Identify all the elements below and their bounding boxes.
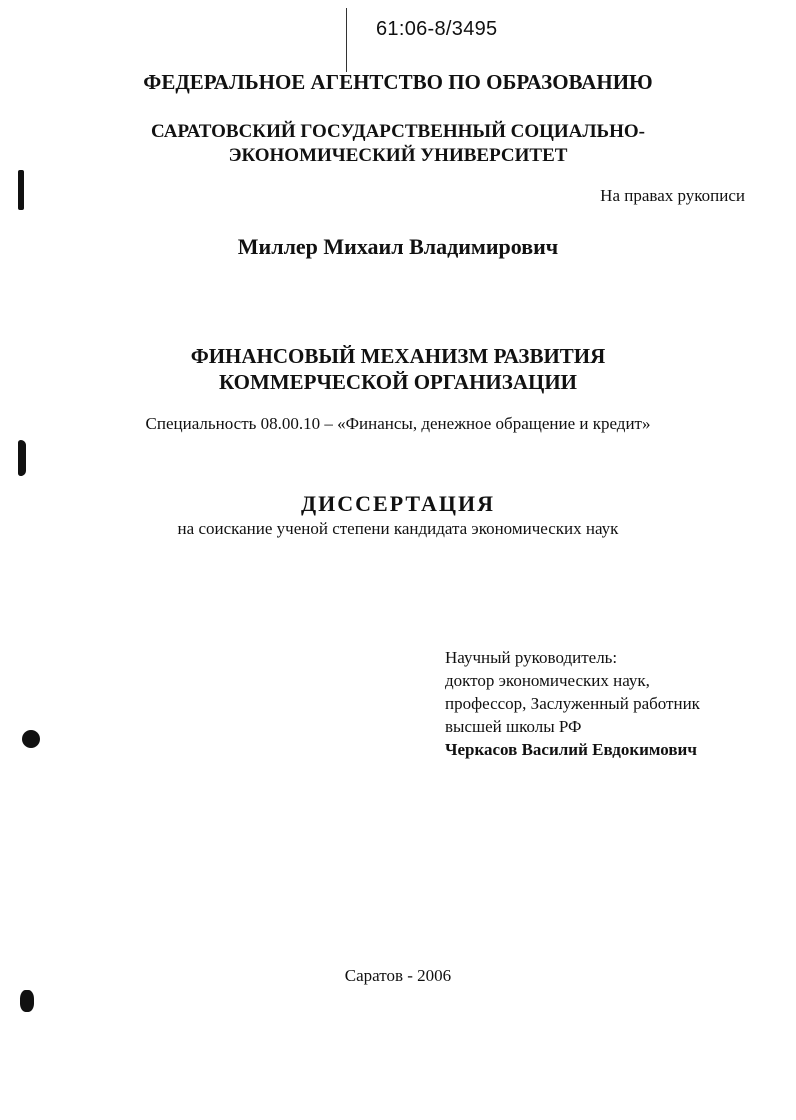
binder-mark-2 (18, 440, 26, 476)
university-line-1: САРАТОВСКИЙ ГОСУДАРСТВЕННЫЙ СОЦИАЛЬНО- (150, 121, 646, 142)
advisor-name: Черкасов Василий Евдокимович (445, 740, 697, 759)
title-line-1: ФИНАНСОВЫЙ МЕХАНИЗМ РАЗВИТИЯ (190, 344, 606, 368)
scan-artifact-line (346, 8, 347, 72)
university-line-2: ЭКОНОМИЧЕСКИЙ УНИВЕРСИТЕТ (228, 145, 568, 166)
archive-stamp-number: 61:06-8/3495 (376, 18, 498, 40)
binder-mark-1 (18, 170, 24, 210)
agency-heading: ФЕДЕРАЛЬНОЕ АГЕНТСТВО ПО ОБРАЗОВАНИЮ (143, 70, 653, 94)
degree-line: на соискание ученой степени кандидата экономических наук (177, 519, 619, 538)
specialty-line: Специальность 08.00.10 – «Финансы, денежное обращение и кредит» (145, 414, 651, 433)
advisor-line-4: высшей школы РФ (445, 717, 582, 736)
university-heading (0, 120, 796, 168)
binder-mark-4 (20, 990, 34, 1012)
manuscript-rights-note: На правах рукописи (600, 186, 745, 205)
advisor-line-2: доктор экономических наук, (445, 671, 650, 690)
title-line-2: КОММЕРЧЕСКОЙ ОРГАНИЗАЦИИ (218, 370, 578, 394)
city-year: Саратов - 2006 (344, 966, 452, 985)
author-name: Миллер Михаил Владимирович (237, 234, 559, 259)
advisor-line-1: Научный руководитель: (445, 648, 618, 667)
document-type-heading: ДИССЕРТАЦИЯ (301, 491, 495, 516)
advisor-line-3: профессор, Заслуженный работник (445, 694, 700, 713)
dissertation-title (0, 343, 796, 395)
binder-mark-3 (22, 730, 40, 748)
scientific-advisor-block (445, 646, 775, 761)
